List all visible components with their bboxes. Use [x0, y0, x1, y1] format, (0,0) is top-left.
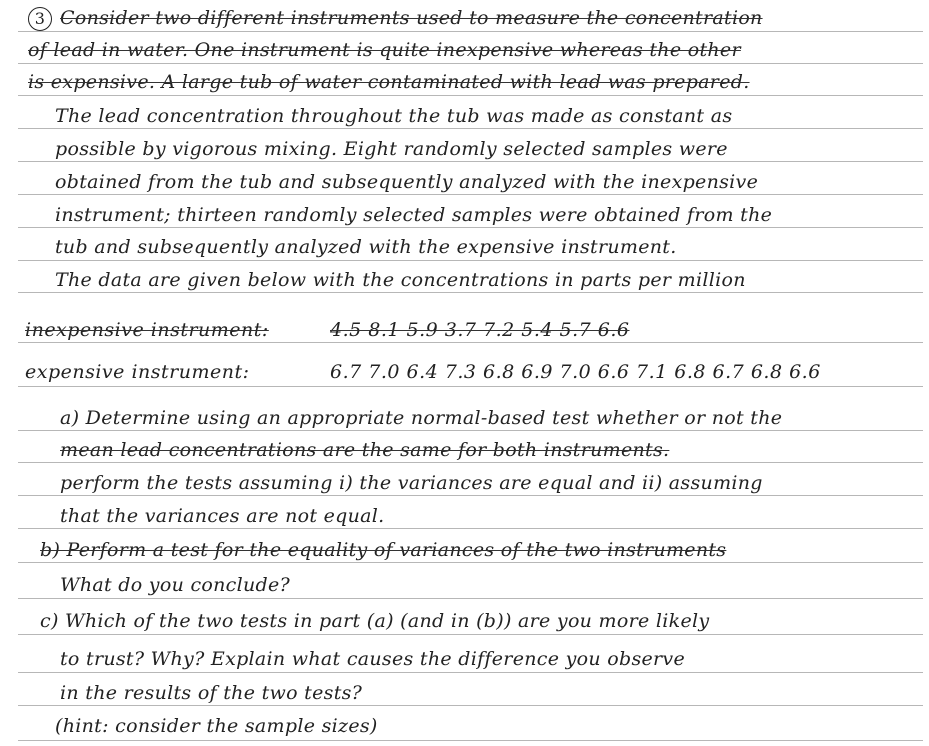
inexpensive-data-row	[25, 318, 919, 342]
question-a-line-2: mean lead concentrations are the same for both instruments.	[60, 439, 670, 461]
ruled-line	[18, 260, 923, 261]
hint-line: (hint: consider the sample sizes)	[55, 715, 378, 737]
ruled-line	[18, 462, 923, 463]
problem-line-6: obtained from the tub and subsequently analyzed with the inexpensive	[55, 171, 759, 193]
ruled-line	[18, 386, 923, 387]
problem-line-8: tub and subsequently analyzed with the expensive instrument.	[55, 236, 677, 258]
ruled-line	[18, 63, 923, 64]
ruled-line	[18, 128, 923, 129]
ruled-line	[18, 634, 923, 635]
question-c-line-1: c) Which of the two tests in part (a) (and in (b)) are you more likely	[40, 610, 710, 632]
problem-line-2: of lead in water. One instrument is quite inexpensive whereas the other	[28, 39, 741, 61]
inexpensive-label: inexpensive instrument:	[25, 319, 269, 341]
problem-text: Consider two different instruments used to measure the concentration	[60, 7, 763, 29]
ruled-line	[18, 194, 923, 195]
question-b-line-2: What do you conclude?	[60, 574, 291, 596]
ruled-line	[18, 562, 923, 563]
ruled-line	[18, 740, 923, 741]
problem-line-1	[28, 6, 919, 31]
ruled-line	[18, 227, 923, 228]
expensive-data-row	[25, 360, 919, 384]
ruled-line	[18, 495, 923, 496]
question-a-line-3: perform the tests assuming i) the variances are equal and ii) assuming	[60, 472, 763, 494]
ruled-line	[18, 95, 923, 96]
problem-line-5: possible by vigorous mixing. Eight randomly selected samples were	[55, 138, 728, 160]
ruled-line	[18, 430, 923, 431]
inexpensive-values: 4.5 8.1 5.9 3.7 7.2 5.4 5.7 6.6	[330, 319, 630, 341]
problem-line-9: The data are given below with the concentrations in parts per million	[55, 269, 746, 291]
ruled-line	[18, 705, 923, 706]
ruled-line	[18, 598, 923, 599]
ruled-line	[18, 672, 923, 673]
ruled-line	[18, 292, 923, 293]
expensive-values: 6.7 7.0 6.4 7.3 6.8 6.9 7.0 6.6 7.1 6.8 6.7 6.8 6.6	[330, 361, 821, 383]
ruled-line	[18, 161, 923, 162]
ruled-line	[18, 342, 923, 343]
ruled-line	[18, 31, 923, 32]
question-b-line-1: b) Perform a test for the equality of variances of the two instruments	[40, 539, 727, 561]
problem-line-3: is expensive. A large tub of water contaminated with lead was prepared.	[28, 71, 750, 93]
problem-line-7: instrument; thirteen randomly selected samples were obtained from the	[55, 204, 773, 226]
question-c-line-2: to trust? Why? Explain what causes the difference you observe	[60, 648, 686, 670]
question-c-line-3: in the results of the two tests?	[60, 682, 363, 704]
question-a-line-1: a) Determine using an appropriate normal-based test whether or not the	[60, 407, 783, 429]
problem-line-4: The lead concentration throughout the tub was made as constant as	[55, 105, 733, 127]
question-number-badge: 3	[28, 7, 52, 31]
ruled-line	[18, 528, 923, 529]
question-a-line-4: that the variances are not equal.	[60, 505, 385, 527]
expensive-label: expensive instrument:	[25, 361, 250, 383]
